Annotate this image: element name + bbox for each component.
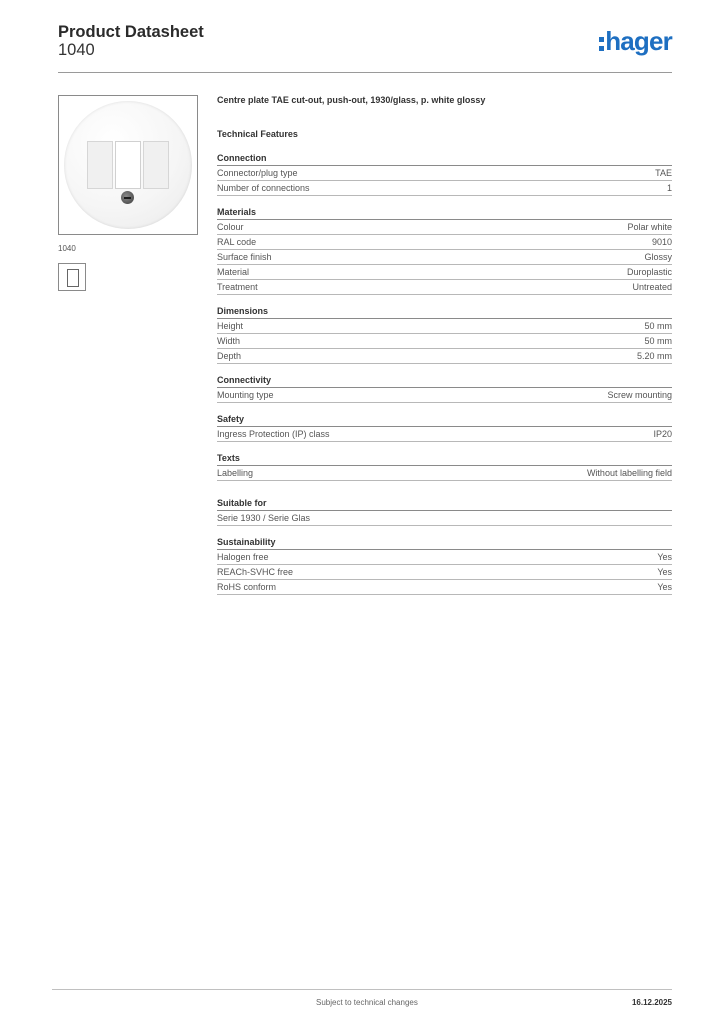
- section-sustainability: [217, 536, 672, 595]
- product-image: [58, 95, 198, 235]
- spec-value: Glossy: [644, 252, 672, 262]
- section-dimensions: [217, 305, 672, 364]
- logo-text: hager: [605, 26, 672, 56]
- spec-row: [217, 319, 672, 334]
- section-title: Safety: [217, 413, 672, 427]
- section-title: Materials: [217, 206, 672, 220]
- section-connectivity: [217, 374, 672, 403]
- centre-plate-tae-image: [64, 101, 192, 229]
- spec-value: Duroplastic: [626, 267, 672, 277]
- document-number: 1040: [58, 41, 95, 59]
- spec-value: 50 mm: [644, 321, 672, 331]
- spec-label: Mounting type: [217, 390, 274, 400]
- footer-divider: [52, 989, 672, 990]
- spec-value: Yes: [657, 582, 672, 592]
- spec-row: [217, 349, 672, 364]
- spec-row: [217, 250, 672, 265]
- spec-row: [217, 511, 672, 526]
- spec-row: [217, 550, 672, 565]
- hager-logo: [599, 26, 672, 56]
- product-thumbnail-icon[interactable]: [58, 263, 86, 291]
- spec-label: REACh-SVHC free: [217, 567, 294, 577]
- footer-date: 16.12.2025: [631, 998, 672, 1007]
- spec-row: [217, 235, 672, 250]
- spec-label: RoHS conform: [217, 582, 277, 592]
- spec-label: Surface finish: [217, 252, 272, 262]
- spec-row: [217, 265, 672, 280]
- spec-label: Halogen free: [217, 552, 269, 562]
- spec-value: 5.20 mm: [636, 351, 672, 361]
- spec-row: [217, 580, 672, 595]
- spec-row: [217, 388, 672, 403]
- logo-dots-icon: [599, 34, 604, 52]
- spec-value: 50 mm: [644, 336, 672, 346]
- spec-label: RAL code: [217, 237, 257, 247]
- spec-value: Screw mounting: [607, 390, 672, 400]
- footer-note: Subject to technical changes: [316, 998, 418, 1007]
- spec-value: Yes: [657, 567, 672, 577]
- section-texts: [217, 452, 672, 481]
- page-header: [58, 22, 672, 73]
- document-title: Product Datasheet: [58, 23, 204, 41]
- spec-label: Serie 1930 / Serie Glas: [217, 513, 311, 523]
- section-suitable-for: [217, 497, 672, 526]
- spec-row: [217, 427, 672, 442]
- spec-label: Width: [217, 336, 241, 346]
- spec-value: TAE: [655, 168, 672, 178]
- section-title: Dimensions: [217, 305, 672, 319]
- section-title: Connection: [217, 152, 672, 166]
- section-connection: [217, 152, 672, 196]
- spec-row: [217, 181, 672, 196]
- product-image-caption: 1040: [58, 244, 76, 253]
- section-title: Suitable for: [217, 497, 672, 511]
- spec-row: [217, 166, 672, 181]
- spec-label: Labelling: [217, 468, 254, 478]
- spec-value: Without labelling field: [586, 468, 672, 478]
- spec-label: Connector/plug type: [217, 168, 298, 178]
- spec-label: Height: [217, 321, 244, 331]
- spec-value: 1: [666, 183, 672, 193]
- technical-features-title: Technical Features: [217, 129, 298, 139]
- spec-label: Number of connections: [217, 183, 310, 193]
- spec-label: Treatment: [217, 282, 258, 292]
- spec-value: Yes: [657, 552, 672, 562]
- section-materials: [217, 206, 672, 295]
- product-details: [217, 94, 672, 605]
- spec-row: [217, 565, 672, 580]
- plate-slot-center: [115, 141, 141, 189]
- spec-row: [217, 280, 672, 295]
- spec-value: Polar white: [627, 222, 672, 232]
- spec-value: IP20: [653, 429, 672, 439]
- technical-sections: [217, 152, 672, 481]
- spec-label: Colour: [217, 222, 244, 232]
- spec-value: Untreated: [632, 282, 672, 292]
- spec-value: 9010: [651, 237, 672, 247]
- spec-row: [217, 334, 672, 349]
- plate-slot-left: [87, 141, 113, 189]
- spec-row: [217, 220, 672, 235]
- section-title: Texts: [217, 452, 672, 466]
- spec-label: Material: [217, 267, 250, 277]
- spec-label: Depth: [217, 351, 242, 361]
- section-title: Connectivity: [217, 374, 672, 388]
- product-description: Centre plate TAE cut-out, push-out, 1930/glass, p. white glossy: [217, 95, 486, 105]
- plate-slot-right: [143, 141, 169, 189]
- section-title: Sustainability: [217, 536, 672, 550]
- spec-label: Ingress Protection (IP) class: [217, 429, 330, 439]
- spec-row: [217, 466, 672, 481]
- screw-icon: [121, 191, 134, 204]
- section-safety: [217, 413, 672, 442]
